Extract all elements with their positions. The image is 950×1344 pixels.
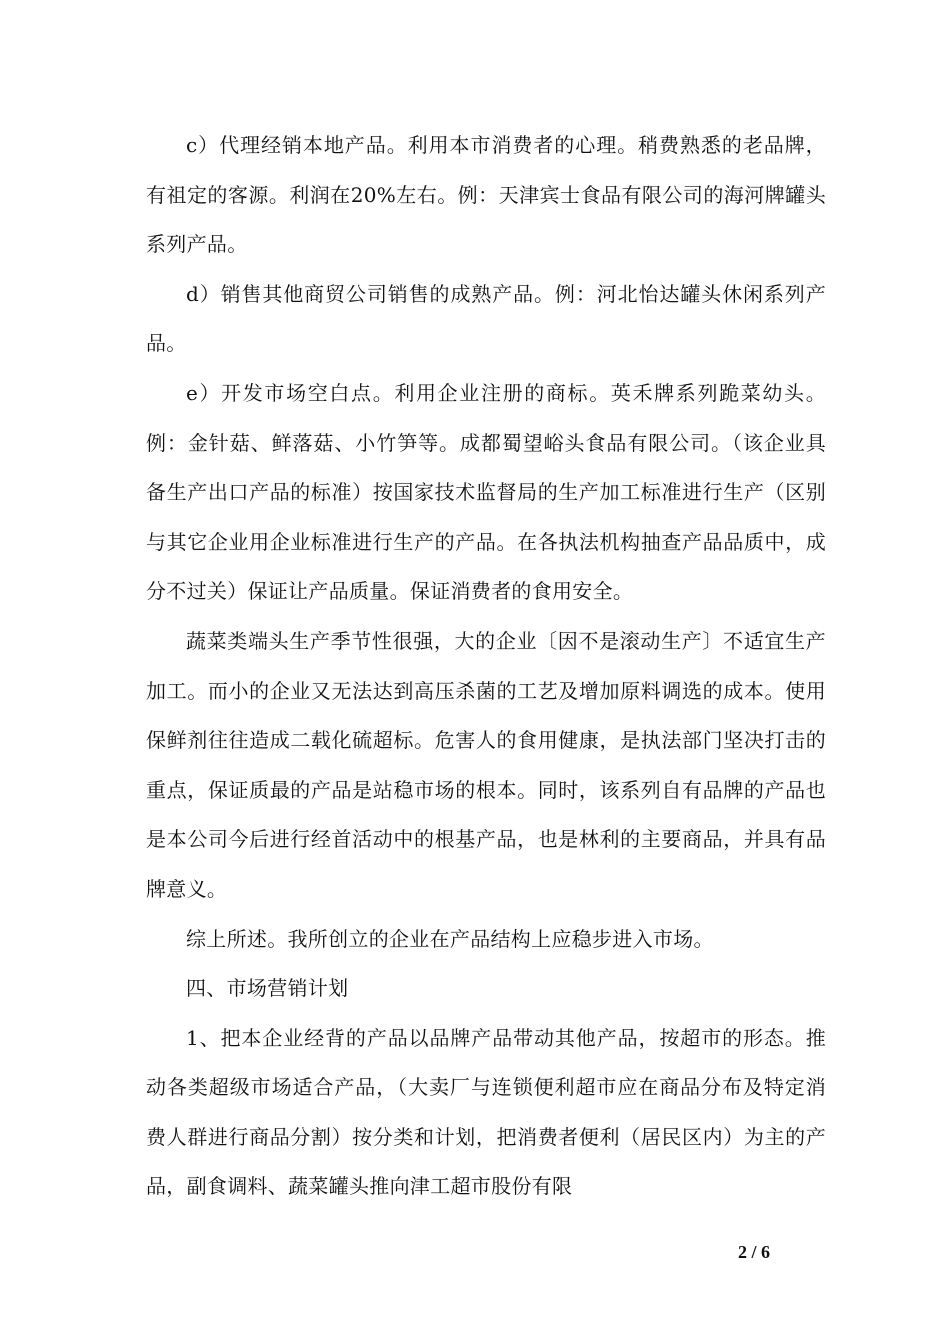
paragraph-d-resale-products: d）销售其他商贸公司销售的成熟产品。例：河北怡达罐头休闲系列产品。 xyxy=(146,281,826,356)
page-number: 2 / 6 xyxy=(738,1242,771,1262)
paragraph-vegetable-production: 蔬菜类端头生产季节性很强，大的企业〔因不是滚动生产〕不适宜生产加工。而小的企业又无法达到高压杀菌的工艺及增加原料调选的成本。使用保鲜剂往往造成二载化硫超标。危害人的食用健康，是执法部门坚决打击的重点，保证质最的产品是站稳市场的根本。同时，该系列自有品牌的产品也是本公司今后进行经首活动中的根基产品，也是林利的主要商品，并具有品牌意义。 xyxy=(146,628,826,901)
document-body xyxy=(146,121,826,1212)
paragraph-summary: 综上所述。我所创立的企业在产品结构上应稳步进入市场。 xyxy=(186,926,714,951)
section-heading-marketing-plan: 四、市场营销计划 xyxy=(186,976,349,1001)
paragraph-c-agency-sales: c）代理经销本地产品。利用本市消费者的心理。稍费熟悉的老品牌，有祖定的客源。利润在20%左右。例：天津宾士食品有限公司的海河牌罐头系列产品。 xyxy=(146,133,826,257)
paragraph-e-market-gap: e）开发市场空白点。利用企业注册的商标。英禾牌系列跪菜幼头。例：金针菇、鲜落菇、小竹笋等。成都蜀望峪头食品有限公司。（该企业具备生产出口产品的标准）按国家技术监督局的生产加工标准进行生产（区别与其它企业用企业标准进行生产的产品。在各执法机构抽查产品品质中，成分不过关）保证让产品质量。保证消费者的食用安全。 xyxy=(146,380,826,604)
paragraph-marketing-item-1: 1、把本企业经背的产品以品牌产品带动其他产品，按超市的形态。推动各类超级市场适合产品，（大卖厂与连锁便利超市应在商品分布及特定消费人群进行商品分割）按分类和计划，把消费者便利（居民区内）为主的产品，副食调料、蔬菜罐头推向津工超市股份有限 xyxy=(146,1025,826,1199)
